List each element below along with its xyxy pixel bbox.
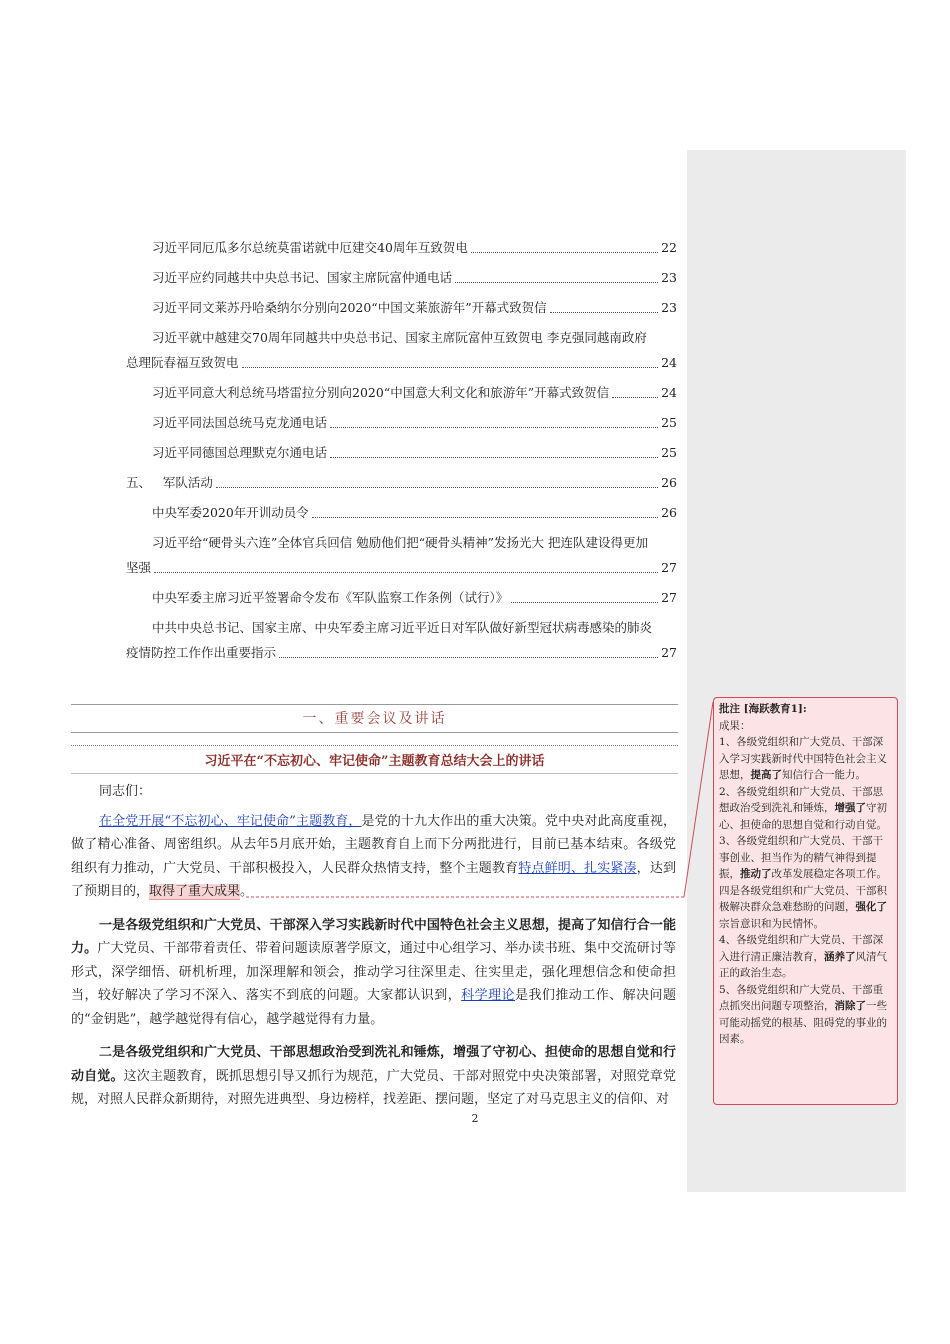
comment-item: 5、各级党组织和广大党员、干部重点抓突出问题专项整治，消除了一些可能动摇党的根基、阻碍党的事业的因素。 bbox=[719, 983, 887, 1045]
article-title: 习近平在“不忘初心、牢记使命”主题教育总结大会上的讲话 bbox=[71, 749, 678, 774]
paragraph: 在全党开展“不忘初心、牢记使命”主题教育，是党的十九大作出的重大决策。党中央对此高度重视，做了精心准备、周密组织。从去年5月底开始，主题教育自上而下分两批进行，目前已基本结束。各级党组织有力推动，广大党员、干部积极投入，人民群众热情支持，整个主题教育特点鲜明、扎实紧凑，达到了预期目的，取得了重大成果。 bbox=[71, 813, 676, 899]
toc-entry[interactable]: 中共中央总书记、国家主席、中央军委主席习近平近日对军队做好新型冠状病毒感染的肺炎 疫情防控工作作出重要指示 27 bbox=[126, 620, 677, 660]
toc-entry[interactable]: 习近平给“硬骨头六连”全体官兵回信 勉励他们把“硬骨头精神”发扬光大 把连队建设得更加 坚强 27 bbox=[126, 535, 677, 575]
paragraph: 一是各级党组织和广大党员、干部深入学习实践新时代中国特色社会主义思想，提高了知信行合一能力。广大党员、干部带着责任、带着问题读原著学原文，通过中心组学习、举办读书班、集中交流研讨等形式，深学细悟、研机析理，加深理解和领会，推动学习往深里走、往实里走，强化理想信念和使命担当，较好解决了学习不深入、落实不到底的问题。大家都认识到，科学理论是我们推动工作、解决问题的“金钥匙”，越学越觉得有信心，越学越觉得有力量。 bbox=[71, 917, 676, 1027]
toc-entry[interactable]: 习近平同意大利总统马塔雷拉分别向2020“中国意大利文化和旅游年”开幕式致贺信 24 bbox=[152, 385, 677, 400]
paragraph: 二是各级党组织和广大党员、干部思想政治受到洗礼和锤炼，增强了守初心、担使命的思想自觉和行动自觉。这次主题教育，既抓思想引导又抓行为规范，广大党员、干部对照党中央决策部署，对照党章党规，对照人民群众新期待，对照先进典型、身边榜样，找差距、摆问题，坚定了对马克思主义的信仰、对 bbox=[71, 1045, 676, 1107]
toc-entry[interactable]: 习近平同德国总理默克尔通电话 25 bbox=[152, 445, 677, 460]
commented-text[interactable]: 取得了重大成果 bbox=[149, 884, 241, 899]
toc-entry[interactable]: 习近平同法国总统马克龙通电话 25 bbox=[152, 415, 677, 430]
toc-entry[interactable]: 习近平就中越建交70周年同越共中央总书记、国家主席阮富仲互致贺电 李克强同越南政府 总理阮春福互致贺电 24 bbox=[126, 330, 677, 370]
greeting: 同志们： bbox=[99, 784, 152, 799]
comment-item: 4、各级党组织和广大党员、干部深入进行清正廉洁教育，涵养了风清气正的政治生态。 bbox=[719, 934, 887, 979]
comment-item: 2、各级党组织和广大党员、干部思想政治受到洗礼和锤炼，增强了守初心、担使命的思想自觉和行动自觉。 bbox=[719, 785, 887, 831]
section-heading: 一、重要会议及讲话 bbox=[71, 704, 678, 733]
toc-entry[interactable]: 习近平同厄瓜多尔总统莫雷诺就中厄建交40周年互致贺电 22 bbox=[152, 240, 677, 255]
hyperlink[interactable]: 在全党开展“不忘初心、牢记使命”主题教育， bbox=[99, 813, 362, 829]
toc-entry[interactable]: 中央军委主席习近平签署命令发布《军队监察工作条例（试行）》 27 bbox=[152, 590, 677, 605]
comment-item: 3、各级党组织和广大党员、干部干事创业、担当作为的精气神得到提振，推动了改革发展稳定各项工作。 bbox=[719, 835, 887, 880]
comment-author: 批注 [海跃教育1]: bbox=[719, 703, 807, 715]
page-number: 2 bbox=[471, 1112, 479, 1125]
comment-balloon[interactable]: 批注 [海跃教育1]: 成果： 1、各级党组织和广大党员、干部深入学习实践新时代中国特色社会主义思想，提高了知信行合一能力。 2、各级党组织和广大党员、干部思想政治受到洗礼和锤炼，增强了守初心、担使命的思想自觉和行动自觉。 3、各级党组织和广大党员、干部干事创业、担当作为的精气神得到提振，推动了改革发展稳定各项工作。 四是各级党组织和广大党员、干部积极解决群众急难愁盼的问题，强化了宗旨意识和为民情怀。 4、各级党组织和广大党员、干部深入进行清正廉洁教育，涵养了风清气正的政治生态。 5、各级党组织和广大党员、干部重点抓突出问题专项整治，消除了一些可能动摇党的根基、阻碍党的事业的因素。 bbox=[713, 697, 898, 1105]
hyperlink[interactable]: 科学理论 bbox=[461, 988, 515, 1003]
comment-item: 1、各级党组织和广大党员、干部深入学习实践新时代中国特色社会主义思想，提高了知信行合一能力。 bbox=[719, 736, 887, 781]
toc-entry[interactable]: 中央军委2020年开训动员令 26 bbox=[152, 505, 677, 520]
toc-entry[interactable]: 五、 军队活动 26 bbox=[126, 475, 677, 490]
comment-item: 四是各级党组织和广大党员、干部积极解决群众急难愁盼的问题，强化了宗旨意识和为民情怀。 bbox=[719, 884, 887, 930]
hyperlink[interactable]: 特点鲜明、扎实紧凑 bbox=[518, 860, 637, 876]
toc-entry[interactable]: 习近平应约同越共中央总书记、国家主席阮富仲通电话 23 bbox=[152, 270, 677, 285]
toc-entry[interactable]: 习近平同文莱苏丹哈桑纳尔分别向2020“中国文莱旅游年”开幕式致贺信 23 bbox=[152, 300, 677, 315]
